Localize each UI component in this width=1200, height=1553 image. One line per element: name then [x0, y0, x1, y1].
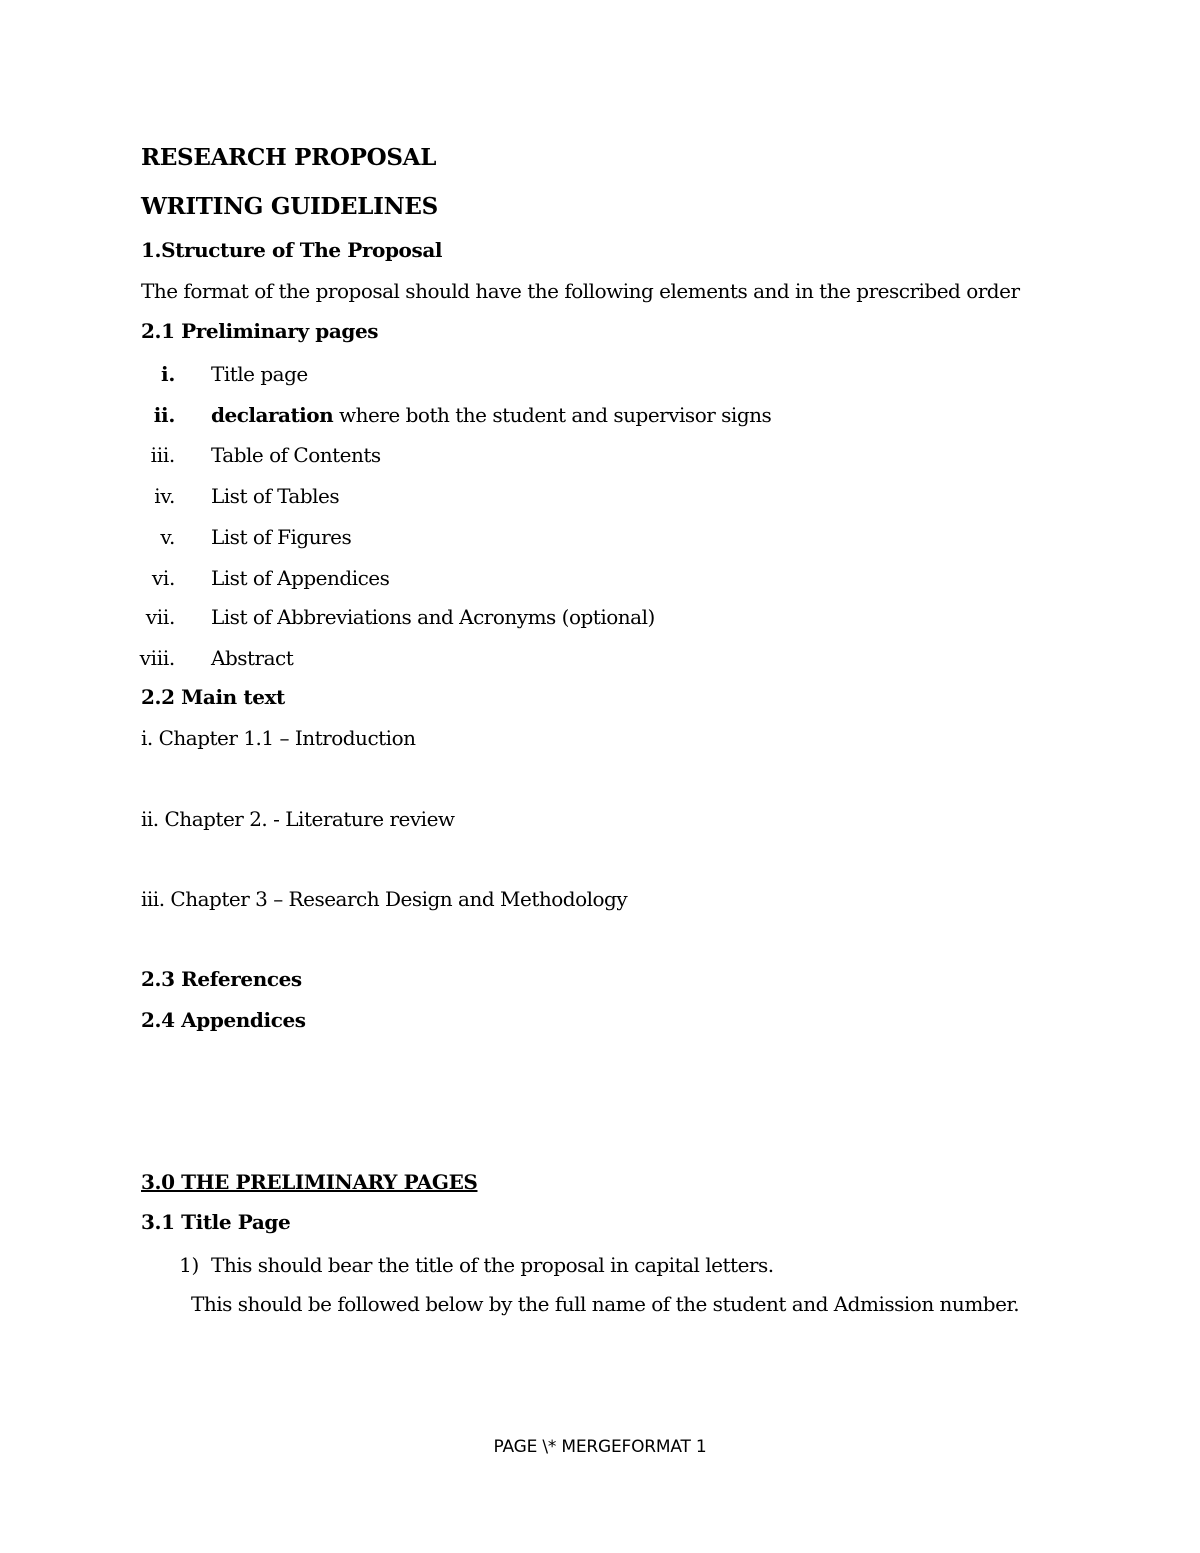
section-3-1-heading: 3.1 Title Page	[141, 1210, 291, 1234]
document-title: RESEARCH PROPOSAL	[141, 144, 437, 171]
list-item-text: List of Appendices	[211, 566, 390, 590]
section-2-3-heading: 2.3 References	[141, 967, 302, 991]
list-item-number: viii.	[139, 646, 175, 670]
main-text-item: ii. Chapter 2. - Literature review	[141, 807, 455, 831]
list-item-number: vi.	[151, 566, 175, 590]
section-3-0-heading: 3.0 THE PRELIMINARY PAGES	[141, 1170, 478, 1194]
list-item-text: This should bear the title of the proposal in capital letters.	[211, 1253, 774, 1277]
section-2-1-heading: 2.1 Preliminary pages	[141, 319, 379, 343]
section-1-heading: 1.Structure of The Proposal	[141, 238, 443, 262]
list-item-text: Title page	[211, 362, 308, 386]
list-item-text: Abstract	[211, 646, 294, 670]
list-item-text	[211, 403, 771, 427]
document-subtitle: WRITING GUIDELINES	[141, 193, 438, 220]
list-item-number: ii.	[153, 403, 175, 427]
section-1-text: The format of the proposal should have the following elements and in the prescribed order	[141, 279, 1020, 303]
list-item-number: vii.	[145, 605, 175, 629]
list-item-number: i.	[161, 362, 175, 386]
list-item-number: 1)	[179, 1253, 199, 1277]
list-item-bold-text: declaration	[211, 403, 334, 427]
list-item-number: iii.	[150, 443, 175, 467]
list-item-number: iv.	[154, 484, 175, 508]
list-item-number: v.	[160, 525, 175, 549]
section-2-2-heading: 2.2 Main text	[141, 685, 285, 709]
list-item-text: Table of Contents	[211, 443, 381, 467]
list-item-text: List of Abbreviations and Acronyms (optional)	[211, 605, 655, 629]
page-footer: PAGE \* MERGEFORMAT 1	[493, 1437, 707, 1457]
main-text-item: iii. Chapter 3 – Research Design and Methodology	[141, 887, 628, 911]
list-item-text: List of Figures	[211, 525, 352, 549]
list-item-text: List of Tables	[211, 484, 340, 508]
title-page-followup-text: This should be followed below by the full name of the student and Admission number.	[191, 1292, 1020, 1316]
section-2-4-heading: 2.4 Appendices	[141, 1008, 306, 1032]
main-text-item: i. Chapter 1.1 – Introduction	[141, 726, 416, 750]
list-item-rest-text: where both the student and supervisor signs	[333, 403, 772, 427]
